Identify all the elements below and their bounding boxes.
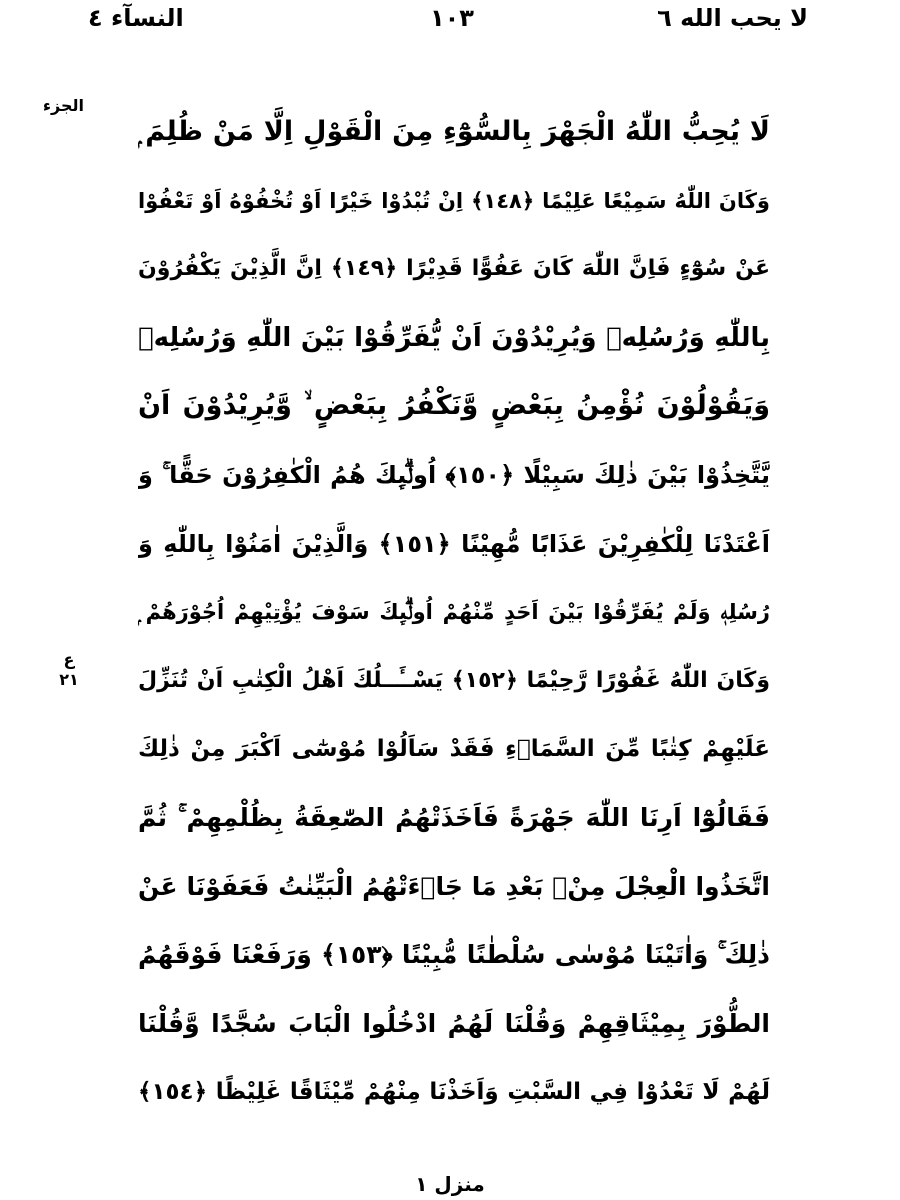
ruku-marker: ع ٢١	[59, 650, 79, 689]
manzil-footer: منزل ١	[415, 1172, 485, 1196]
page-number: ١٠٣	[430, 4, 474, 32]
verse-line: عَلَيْهِمْ كِتٰبًا مِّنَ السَّمَاۗءِ فَقَدْ سَاَلُوْا مُوْسٰٓى اَكْبَرَ مِنْ ذٰلِكَ	[138, 736, 770, 763]
verse-line: اتَّخَذُوا الْعِجْلَ مِنْۢ بَعْدِ مَا جَاۗءَتْهُمُ الْبَيِّنٰتُ فَعَفَوْنَا عَنْ	[138, 871, 770, 901]
verse-line: لَا يُحِبُّ اللّٰهُ الْجَهْرَ بِالسُّوْٓءِ مِنَ الْقَوْلِ اِلَّا مَنْ ظُلِمَ ۭ	[138, 116, 770, 147]
verse-line: فَقَالُوْٓا اَرِنَا اللّٰهَ جَهْرَةً فَاَخَذَتْهُمُ الصّٰعِقَةُ بِظُلْمِهِمْ ۚ ثُمَّ	[138, 802, 770, 832]
verse-line: يَّتَّخِذُوْا بَيْنَ ذٰلِكَ سَبِيْلًا ﴿١٥٠﴾ اُولٰۗىِٕكَ هُمُ الْكٰفِرُوْنَ حَقًّا ۚ وَ	[138, 460, 770, 489]
page-header	[0, 4, 900, 44]
verse-line: بِاللّٰهِ وَرُسُلِهٖ وَيُرِيْدُوْنَ اَنْ يُّفَرِّقُوْا بَيْنَ اللّٰهِ وَرُسُلِهٖ	[138, 322, 770, 353]
verse-line: وَيَقُوْلُوْنَ نُؤْمِنُ بِبَعْضٍ وَّنَكْفُرُ بِبَعْضٍ ۙ وَّيُرِيْدُوْنَ اَنْ	[138, 390, 770, 422]
verse-line: اَعْتَدْنَا لِلْكٰفِرِيْنَ عَذَابًا مُّهِيْنًا ﴿١٥١﴾ وَالَّذِيْنَ اٰمَنُوْا بِاللّٰهِ وَ	[138, 529, 770, 558]
juz-marker: الجزء	[42, 96, 84, 115]
verse-line: وَكَانَ اللّٰهُ غَفُوْرًا رَّحِيْمًا ﴿١٥٢﴾ يَسْــَٔــلُكَ اَهْلُ الْكِتٰبِ اَنْ تُنَزِّلَ	[138, 667, 770, 693]
verse-line: وَكَانَ اللّٰهُ سَمِيْعًا عَلِيْمًا ﴿١٤٨﴾ اِنْ تُبْدُوْا خَيْرًا اَوْ تُخْفُوْهُ اَوْ تَعْفُوْا	[138, 188, 770, 213]
part-name: لا يحب الله ٦	[657, 4, 808, 32]
verse-line: عَنْ سُوْٓءٍ فَاِنَّ اللّٰهَ كَانَ عَفُوًّا قَدِيْرًا ﴿١٤٩﴾ اِنَّ الَّذِيْنَ يَكْفُرُوْنَ	[138, 256, 770, 282]
quran-text-block	[138, 98, 770, 1127]
verse-line: لَهُمْ لَا تَعْدُوْا فِي السَّبْتِ وَاَخَذْنَا مِنْهُمْ مِّيْثَاقًا غَلِيْظًا ﴿١٥٤﴾	[138, 1079, 770, 1106]
surah-name: النسآء ٤	[88, 4, 184, 32]
verse-line: الطُّوْرَ بِمِيْثَاقِهِمْ وَقُلْنَا لَهُمُ ادْخُلُوا الْبَابَ سُجَّدًا وَّقُلْنَا	[138, 1008, 770, 1038]
verse-line: رُسُلِهٖ وَلَمْ يُفَرِّقُوْا بَيْنَ اَحَدٍ مِّنْهُمْ اُولٰۗىِٕكَ سَوْفَ يُؤْتِيْهِمْ اُجُوْرَهُمْ ۭ	[138, 600, 770, 625]
verse-line: ذٰلِكَ ۚ وَاٰتَيْنَا مُوْسٰى سُلْطٰنًا مُّبِيْنًا ﴿١٥٣﴾ وَرَفَعْنَا فَوْقَهُمُ	[138, 940, 770, 970]
